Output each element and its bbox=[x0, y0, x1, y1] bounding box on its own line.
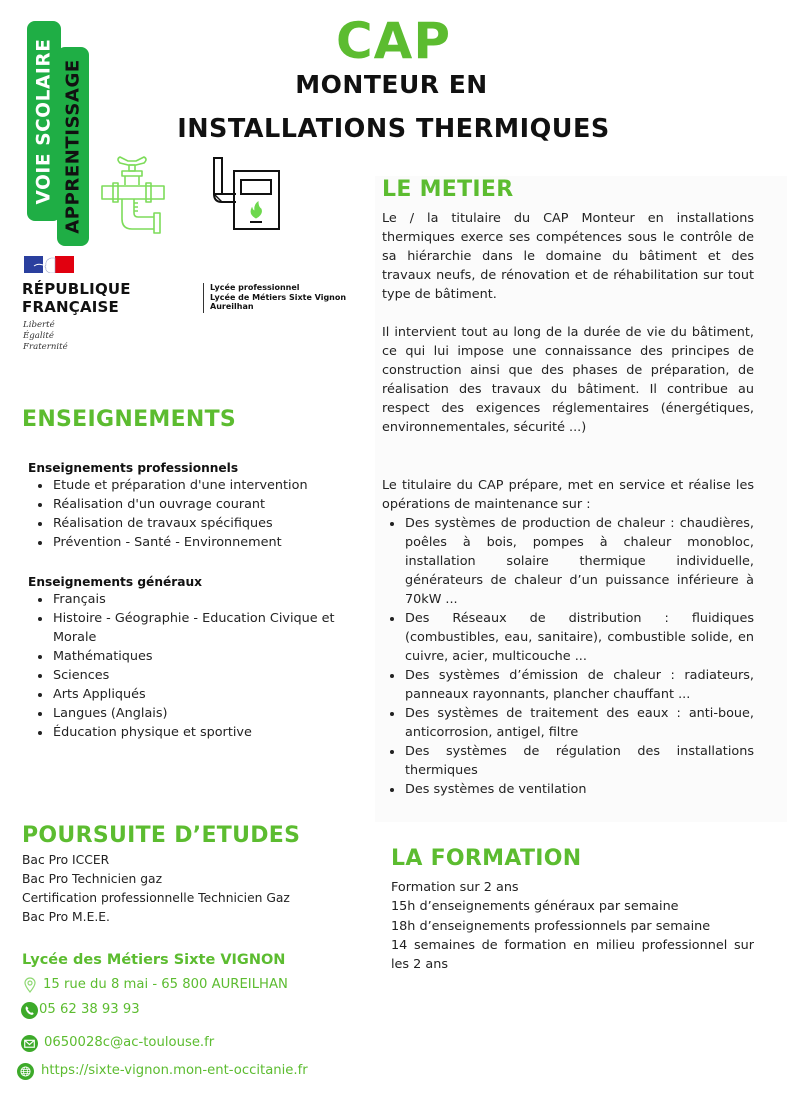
contact-email bbox=[21, 1033, 214, 1053]
badge-apprentissage bbox=[57, 47, 89, 246]
list-item: Mathématiques bbox=[36, 647, 366, 666]
contact-address-text: 15 rue du 8 mai - 65 800 AUREILHAN bbox=[43, 977, 288, 992]
republique-motto bbox=[23, 320, 68, 353]
poursuite-heading: POURSUITE D’ETUDES bbox=[22, 823, 301, 848]
motto-egalite: Égalité bbox=[23, 331, 54, 341]
phone-icon bbox=[21, 1002, 38, 1019]
lycee-line: Lycée professionnel bbox=[210, 283, 300, 292]
list-item: Sciences bbox=[36, 666, 366, 685]
list-item: Des systèmes de traitement des eaux : anti-boue, anticorrosion, antigel, filtre bbox=[387, 704, 754, 742]
lycee-line: Aureilhan bbox=[210, 302, 254, 311]
contact-phone bbox=[21, 1000, 140, 1020]
formation-line: 14 semaines de formation en milieu professionnel sur les 2 ans bbox=[391, 937, 754, 973]
metier-heading: LE METIER bbox=[382, 177, 514, 202]
enseignements-generaux bbox=[22, 574, 367, 742]
enseignements-professionnels-title: Enseignements professionnels bbox=[28, 461, 239, 475]
metier-paragraph-2: Il intervient tout au long de la durée de vie du bâtiment, ce qui lui impose une connaissance des principes de construction ainsi que des phases de préparation, de réalisation des travaux du bâtiment. Il contribue au respect des exigences réglementaires (énergétiques, environnementales, sécurité ...) bbox=[382, 325, 754, 435]
metier-systems-list bbox=[382, 514, 754, 799]
rf-line1: RÉPUBLIQUE bbox=[22, 280, 131, 298]
contact-email-link[interactable]: 0650028c@ac-toulouse.fr bbox=[44, 1035, 215, 1050]
poursuite-item: Bac Pro M.E.E. bbox=[22, 910, 110, 924]
subtitle-line2: INSTALLATIONS THERMIQUES bbox=[177, 114, 610, 144]
motto-liberte: Liberté bbox=[23, 320, 55, 330]
enseignements-professionnels bbox=[22, 460, 367, 552]
formation-heading: LA FORMATION bbox=[391, 846, 582, 871]
list-item: Des systèmes d’émission de chaleur : radiateurs, panneaux rayonnants, plancher chauffant ... bbox=[387, 666, 754, 704]
lycee-line: Lycée de Métiers Sixte Vignon bbox=[210, 292, 347, 302]
list-item: Réalisation d'un ouvrage courant bbox=[36, 495, 367, 514]
contact-website bbox=[17, 1061, 308, 1081]
list-item: Éducation physique et sportive bbox=[36, 723, 366, 742]
list-item: Histoire - Géographie - Education Civique et Morale bbox=[36, 609, 366, 647]
cap-title: CAP bbox=[335, 12, 452, 70]
poursuite-item: Certification professionnelle Technicien Gaz bbox=[22, 891, 290, 905]
formation-line: Formation sur 2 ans bbox=[391, 880, 519, 895]
list-item: Français bbox=[36, 590, 366, 609]
list-item: Des systèmes de production de chaleur : chaudières, poêles à bois, pompes à chaleur monobloc, installation solaire thermique individuelle, générateurs de chaleur d’un puissance inférieure à 70kW ... bbox=[387, 514, 754, 609]
metier-paragraph-1: Le / la titulaire du CAP Monteur en installations thermiques exerce ses compétences sous le contrôle de sa hiérarchie dans le domaine du bâtiment et des travaux neufs, de rénovation et de réhabilitation sur tout type de bâtiment. bbox=[382, 211, 754, 302]
email-icon bbox=[21, 1035, 38, 1052]
poursuite-item: Bac Pro Technicien gaz bbox=[22, 872, 163, 886]
badge-voie-scolaire-label: VOIE SCOLAIRE bbox=[33, 38, 55, 204]
formation-line: 18h d’enseignements professionnels par semaine bbox=[391, 918, 711, 934]
republique-francaise-name bbox=[22, 280, 131, 316]
marianne-flag-logo bbox=[24, 256, 74, 273]
list-item: Réalisation de travaux spécifiques bbox=[36, 514, 367, 533]
list-item: Des Réseaux de distribution : fluidiques (combustibles, eau, sanitaire), combustible solide, en cuivre, acier, multicouche ... bbox=[387, 609, 754, 666]
enseignements-heading: ENSEIGNEMENTS bbox=[22, 407, 237, 432]
rf-line2: FRANÇAISE bbox=[22, 298, 120, 316]
globe-icon bbox=[17, 1063, 34, 1080]
gas-boiler-icon bbox=[212, 156, 282, 231]
subtitle-line1: MONTEUR EN bbox=[295, 70, 488, 99]
list-item: Des systèmes de ventilation bbox=[387, 780, 754, 799]
list-item: Prévention - Santé - Environnement bbox=[36, 533, 367, 552]
contact-address bbox=[22, 975, 288, 995]
location-pin-icon bbox=[22, 977, 38, 993]
motto-fraternite: Fraternité bbox=[23, 342, 68, 352]
enseignements-generaux-title: Enseignements généraux bbox=[28, 575, 203, 589]
badge-apprentissage-label: APPRENTISSAGE bbox=[62, 59, 84, 234]
contact-website-link[interactable]: https://sixte-vignon.mon-ent-occitanie.fr bbox=[41, 1063, 308, 1078]
formation-line: 15h d’enseignements généraux par semaine bbox=[391, 899, 679, 915]
poursuite-list bbox=[22, 851, 367, 927]
contact-title: Lycée des Métiers Sixte VIGNON bbox=[22, 952, 286, 968]
lycee-identity-block bbox=[203, 283, 346, 313]
pipe-valve-icon bbox=[100, 155, 166, 235]
list-item: Des systèmes de régulation des installations thermiques bbox=[387, 742, 754, 780]
metier-paragraph-3: Le titulaire du CAP prépare, met en service et réalise les opérations de maintenance sur : bbox=[382, 478, 754, 512]
formation-lines bbox=[391, 878, 754, 974]
contact-phone-text[interactable]: 05 62 38 93 93 bbox=[39, 1002, 140, 1017]
list-item: Arts Appliqués bbox=[36, 685, 366, 704]
list-item: Langues (Anglais) bbox=[36, 704, 366, 723]
badge-voie-scolaire bbox=[27, 21, 61, 221]
list-item: Etude et préparation d'une intervention bbox=[36, 476, 367, 495]
poursuite-item: Bac Pro ICCER bbox=[22, 853, 110, 867]
